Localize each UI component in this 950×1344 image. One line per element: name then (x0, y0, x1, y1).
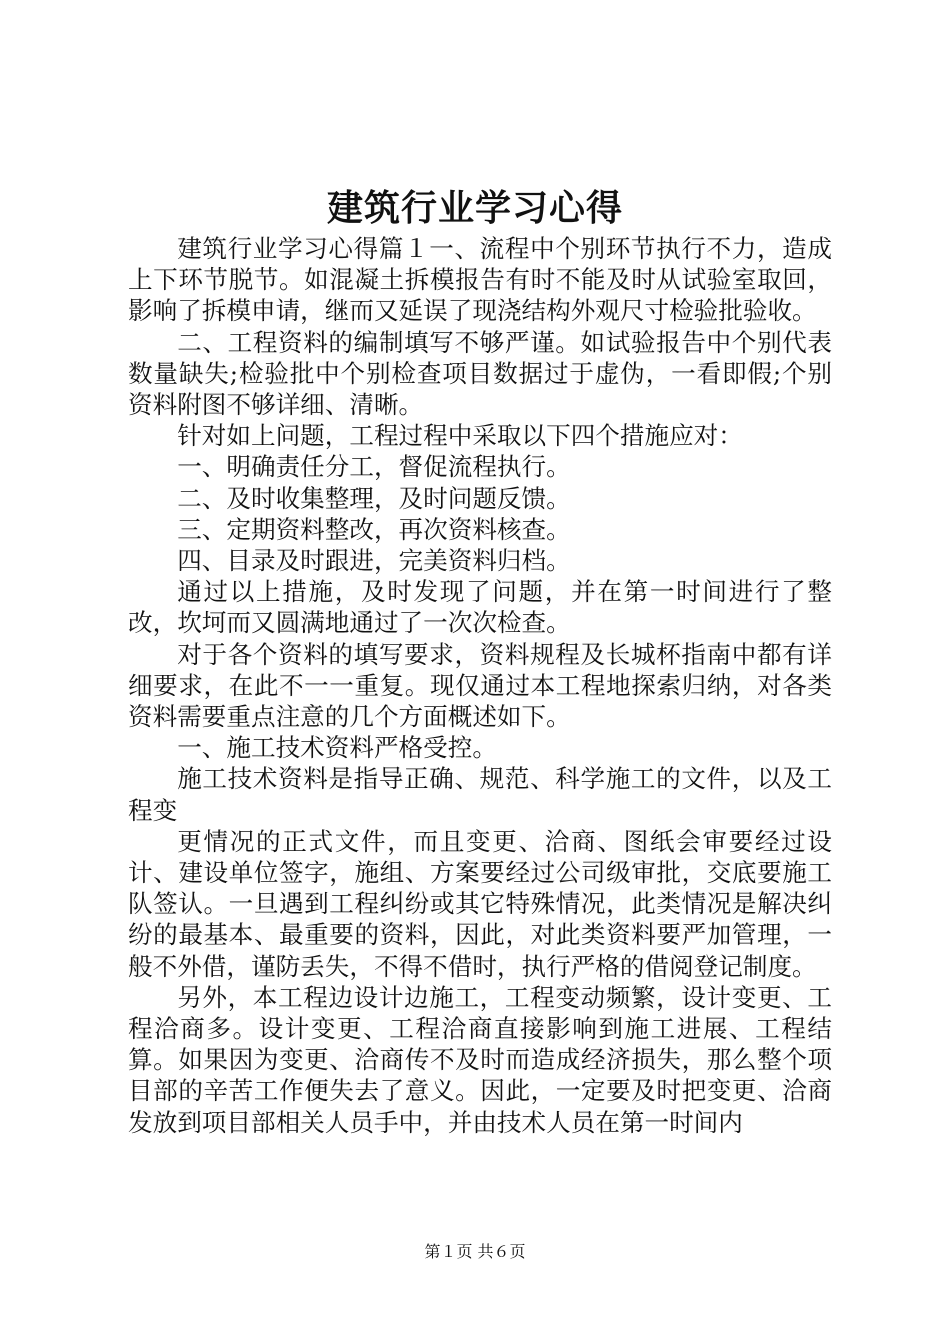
paragraph: 通过以上措施，及时发现了问题，并在第一时间进行了整改，坎坷而又圆满地通过了一次次检查。 (128, 577, 832, 638)
paragraph: 二、工程资料的编制填写不够严谨。如试验报告中个别代表数量缺失;检验批中个别检查项目数据过于虚伪，一看即假;个别资料附图不够详细、清晰。 (128, 327, 832, 420)
paragraph: 建筑行业学习心得篇１一、流程中个别环节执行不力，造成上下环节脱节。如混凝土拆模报告有时不能及时从试验室取回，影响了拆模申请，继而又延误了现浇结构外观尺寸检验批验收。 (128, 234, 832, 326)
paragraph: 一、明确责任分工，督促流程执行。 (177, 452, 571, 482)
paragraph: 一、施工技术资料严格受控。 (177, 733, 497, 763)
document-title: 建筑行业学习心得 (326, 187, 623, 229)
paragraph: 施工技术资料是指导正确、规范、科学施工的文件，以及工程变 (128, 764, 832, 825)
paragraph: 三、定期资料整改，再次资料核查。 (177, 514, 571, 544)
paragraph: 对于各个资料的填写要求，资料规程及长城杯指南中都有详细要求，在此不一一重复。现仅通过本工程地探索归纳，对各类资料需要重点注意的几个方面概述如下。 (128, 639, 832, 732)
paragraph: 针对如上问题，工程过程中采取以下四个措施应对： (177, 421, 743, 451)
paragraph: 更情况的正式文件，而且变更、洽商、图纸会审要经过设计、建设单位签字，施组、方案要经过公司级审批，交底要施工队签认。一旦遇到工程纠纷或其它特殊情况，此类情况是解决纠纷的最基本、最重要的资料，因此，对此类资料要严加管理，一般不外借，谨防丢失，不得不借时，执行严格的借阅登记制度。 (128, 826, 832, 981)
page-footer: 第１页 共６页 (424, 1242, 526, 1261)
paragraph: 二、及时收集整理，及时问题反馈。 (177, 483, 571, 513)
document-body (128, 233, 832, 1138)
paragraph: 四、目录及时跟进，完美资料归档。 (177, 546, 571, 576)
paragraph: 另外，本工程边设计边施工，工程变动频繁，设计变更、工程洽商多。设计变更、工程洽商直接影响到施工进展、工程结算。如果因为变更、洽商传不及时而造成经济损失，那么整个项目部的辛苦工作便失去了意义。因此，一定要及时把变更、洽商发放到项目部相关人员手中，并由技术人员在第一时间内 (128, 982, 832, 1137)
